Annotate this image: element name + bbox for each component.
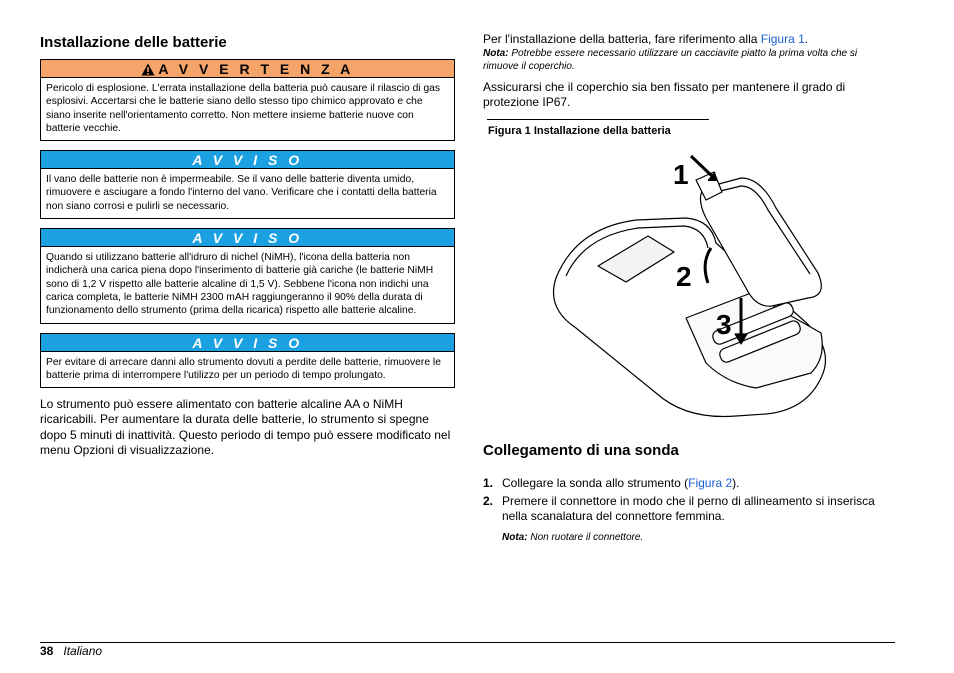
notice-title: A V V I S O — [41, 229, 454, 247]
arrow-1 — [691, 156, 714, 178]
section-heading-batteries: Installazione delle batterie — [40, 34, 227, 51]
step-end: ). — [732, 476, 740, 490]
figure-number-2: 2 — [676, 261, 692, 292]
notice-body: Per evitare di arrecare danni allo strumento dovuti a perdite delle batterie, rimuovere le batterie prima di interrompere l'utilizzo per un periodo di tempo prolungato. — [46, 356, 441, 381]
section-heading-probe: Collegamento di una sonda — [483, 442, 679, 459]
list-item — [483, 476, 895, 491]
battery-installation-illustration — [536, 148, 842, 421]
figure-caption: Figura 1 Installazione della batteria — [488, 124, 671, 137]
left-column — [40, 34, 455, 458]
footer-language: Italiano — [63, 644, 103, 658]
notice-body: Il vano delle batterie non è impermeabile. Se il vano delle batterie diventa umido, rimuovere e asciugare a fondo l'interno del vano. Verificare che i contatti della batteria non siano corrosi e pulirli se necessario. — [46, 174, 437, 212]
intro-paragraph — [483, 32, 895, 47]
ip67-paragraph: Assicurarsi che il coperchio sia ben fissato per mantenere il grado di protezione IP67. — [483, 80, 846, 110]
power-paragraph: Lo strumento può essere alimentato con batterie alcaline AA o NiMH ricaricabili. Per aumentare la durata delle batterie, lo strumento si spegne dopo 5 minuti di inattività. Questo periodo di tempo può essere modificato nel menu Opzioni di visualizzazione. — [40, 397, 451, 457]
warning-box — [40, 59, 455, 141]
right-column — [483, 32, 895, 543]
notice-body: Quando si utilizzano batterie all'idruro di nichel (NiMH), l'icona della batteria non indicherà una carica piena dopo l'inserimento di batterie già cariche (le batterie NiMH sono di 1,2 V rispetto alle batterie alcaline di 1,5 V). Sebbene l'icona non indichi una carica completa, le batterie NiMH 2300 mAH raggiungeranno il 90% della durata di funzionamento dello strumento (prima della ricarica) rispetto alle batterie alcaline. — [46, 252, 434, 317]
steps-list — [483, 476, 895, 525]
note-label: Nota: — [502, 531, 528, 543]
intro-text: Per l'installazione della batteria, fare riferimento alla — [483, 32, 761, 46]
note-text: Non ruotare il connettore. — [527, 531, 644, 543]
warning-title: A V V E R T E N Z A — [158, 61, 354, 77]
step-text: Premere il connettore in modo che il perno di allineamento si inserisca nella scanalatura del connettore femmina. — [502, 494, 875, 524]
figure-2-link[interactable]: Figura 2 — [688, 476, 733, 490]
notice-box-2 — [40, 228, 455, 323]
notice-title: A V V I S O — [41, 334, 454, 352]
step-number: 1. — [483, 476, 494, 490]
page-number: 38 — [40, 644, 54, 658]
note-screwdriver — [483, 47, 895, 73]
warning-body: Pericolo di esplosione. L'errata installazione della batteria può causare il rilascio di gas esplosivi. Accertarsi che le batterie siano dello stesso tipo chimico approvato e che siano inserite nell'orientamento corretto. Non mettere insieme batterie nuove con batterie vecchie. — [46, 83, 441, 134]
figure-rule — [487, 119, 709, 120]
figure-1-link[interactable]: Figura 1 — [760, 32, 805, 46]
page-footer — [40, 644, 102, 658]
step-number: 2. — [483, 494, 494, 509]
warning-title-bar — [41, 60, 454, 78]
step-text: Collegare la sonda allo strumento ( — [502, 476, 689, 490]
note-connector — [483, 531, 895, 544]
probe-section — [483, 442, 895, 544]
intro-end: . — [804, 32, 809, 46]
notice-box-3 — [40, 333, 455, 389]
note-text: Potrebbe essere necessario utilizzare un cacciavite piatto la prima volta che si rimuove il coperchio. — [483, 48, 858, 73]
list-item — [483, 494, 895, 524]
notice-box-1 — [40, 150, 455, 219]
warning-triangle-icon — [141, 62, 155, 80]
note-label: Nota: — [483, 48, 509, 60]
figure-number-1: 1 — [673, 159, 689, 190]
figure-number-3: 3 — [716, 309, 732, 340]
notice-title: A V V I S O — [41, 151, 454, 169]
footer-rule — [40, 642, 895, 643]
